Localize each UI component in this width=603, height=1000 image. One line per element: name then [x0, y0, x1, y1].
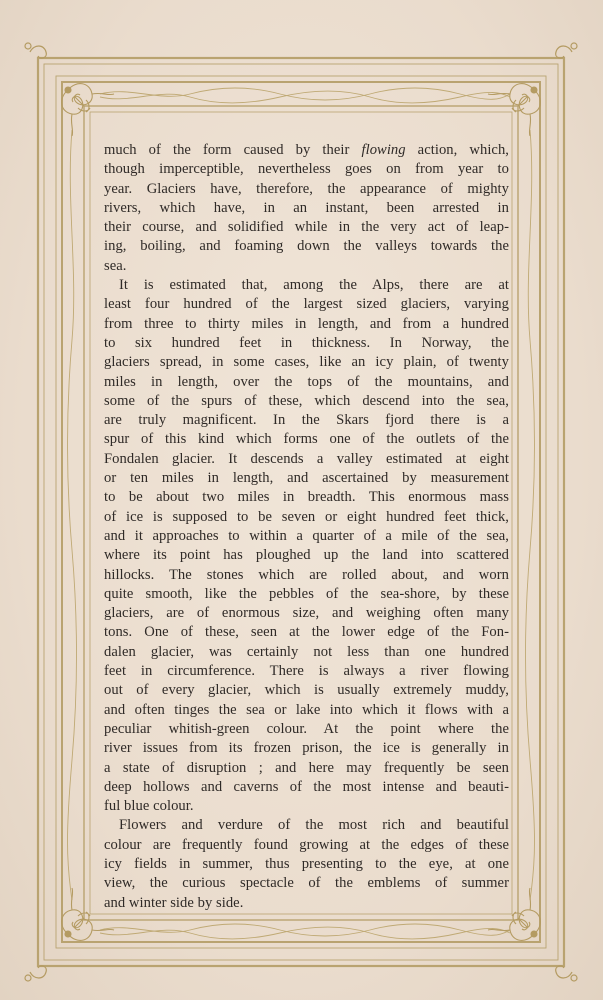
text-line — [104, 257, 509, 276]
text-run: spur of this kind which forms one of the outlets of the — [104, 431, 509, 448]
text-line — [104, 739, 509, 758]
text-line — [104, 508, 509, 527]
top-band-ornament — [100, 88, 510, 103]
paragraph — [104, 141, 509, 276]
text-line — [104, 276, 509, 295]
text-line — [104, 585, 509, 604]
text-line — [104, 160, 509, 179]
text-run: deep hollows and caverns of the most intense and beauti- — [104, 778, 509, 795]
text-line — [104, 237, 509, 256]
text-line — [104, 816, 509, 835]
text-run: a state of disruption ; and here may frequently be seen — [104, 759, 509, 776]
text-line — [104, 334, 509, 353]
text-line — [104, 681, 509, 700]
text-run: river issues from its frozen prison, the ice is generally in — [104, 740, 509, 757]
corner-ornament-top-left — [62, 84, 114, 136]
text-line — [104, 430, 509, 449]
text-line — [104, 623, 509, 642]
text-line — [104, 373, 509, 392]
left-band-ornament — [68, 130, 77, 900]
text-run: icy fields in summer, thus presenting to the eye, at one — [104, 855, 509, 872]
text-line — [104, 759, 509, 778]
text-line — [104, 836, 509, 855]
text-line — [104, 469, 509, 488]
text-run: view, the curious spectacle of the emblems of summer — [104, 875, 509, 892]
text-run: some of the spurs of these, which descend into the sea, — [104, 392, 509, 409]
text-run: their course, and solidified while in the very act of leap- — [104, 219, 509, 236]
text-run: least four hundred of the largest sized glaciers, varying — [104, 296, 509, 313]
text-run: rivers, which have, in an instant, been arrested in — [104, 199, 509, 216]
text-line — [104, 218, 509, 237]
text-run: and winter side by side. — [104, 894, 244, 911]
text-run: glaciers spread, in some cases, like an icy plain, of twenty — [104, 354, 509, 371]
text-run: ing, boiling, and foaming down the valleys towards the — [104, 238, 509, 255]
text-line — [104, 566, 509, 585]
text-run: are truly magnificent. In the Skars fjord there is a — [104, 412, 509, 429]
text-line — [104, 662, 509, 681]
text-line — [104, 353, 509, 372]
right-band-ornament — [526, 130, 535, 900]
text-run: peculiar whitish-green colour. At the point where the — [104, 720, 509, 737]
text-run: ful blue colour. — [104, 798, 194, 815]
text-run: miles in length, over the tops of the mountains, and — [104, 373, 509, 390]
text-run: colour are frequently found growing at the edges of these — [104, 836, 509, 853]
text-run: much of the form caused by their — [104, 142, 362, 158]
text-run: to be about two miles in breadth. This enormous mass — [104, 489, 509, 506]
text-run: hillocks. The stones which are rolled about, and worn — [104, 566, 509, 583]
text-line — [104, 701, 509, 720]
paragraph — [104, 276, 509, 816]
text-run: feet in circumference. There is always a river flowing — [104, 663, 509, 680]
text-line — [104, 315, 509, 334]
text-run: tons. One of these, seen at the lower edge of the Fon- — [104, 624, 509, 641]
text-line — [104, 797, 509, 816]
text-run: though imperceptible, nevertheless goes on from year to — [104, 161, 509, 178]
text-run: Flowers and verdure of the most rich and beautiful — [119, 817, 509, 834]
paragraph — [104, 816, 509, 912]
text-line — [104, 894, 509, 913]
body-text — [104, 141, 509, 913]
text-line — [104, 546, 509, 565]
text-run: Fondalen glacier. It descends a valley estimated at eight — [104, 450, 509, 467]
text-run: and often tinges the sea or lake into which it flows with a — [104, 701, 509, 718]
text-run: from three to thirty miles in length, and from a hundred — [104, 315, 509, 332]
text-run: year. Glaciers have, therefore, the appearance of mighty — [104, 180, 509, 197]
text-run: out of every glacier, which is usually extremely muddy, — [104, 682, 509, 699]
text-run: It is estimated that, among the Alps, there are at — [119, 277, 509, 294]
text-line — [104, 855, 509, 874]
text-line — [104, 199, 509, 218]
text-line — [104, 778, 509, 797]
bottom-band-ornament — [100, 924, 510, 939]
italic-word: flowing — [361, 142, 406, 158]
text-run: action, which, — [405, 142, 509, 158]
text-line — [104, 450, 509, 469]
text-line — [104, 604, 509, 623]
text-line — [104, 720, 509, 739]
text-line — [104, 411, 509, 430]
text-run: quite smooth, like the pebbles of the sea-shore, by these — [104, 585, 509, 602]
text-line — [104, 392, 509, 411]
text-run: dalen glacier, was certainly not less than one hundred — [104, 643, 509, 660]
text-line — [104, 141, 509, 160]
text-run: and it approaches to within a quarter of a mile of the sea, — [104, 527, 509, 544]
text-run: of ice is supposed to be seven or eight hundred feet thick, — [104, 508, 509, 525]
corner-ornament-top-right — [488, 84, 540, 136]
text-line — [104, 488, 509, 507]
text-line — [104, 643, 509, 662]
text-line — [104, 874, 509, 893]
text-line — [104, 295, 509, 314]
text-line — [104, 180, 509, 199]
text-run: sea. — [104, 257, 127, 274]
text-run: to six hundred feet in thickness. In Norway, the — [104, 334, 509, 351]
text-line — [104, 527, 509, 546]
text-run: glaciers, are of enormous size, and weighing often many — [104, 605, 509, 622]
text-run: or ten miles in length, and ascertained by measurement — [104, 470, 509, 487]
text-run: where its point has ploughed up the land into scattered — [104, 547, 509, 564]
